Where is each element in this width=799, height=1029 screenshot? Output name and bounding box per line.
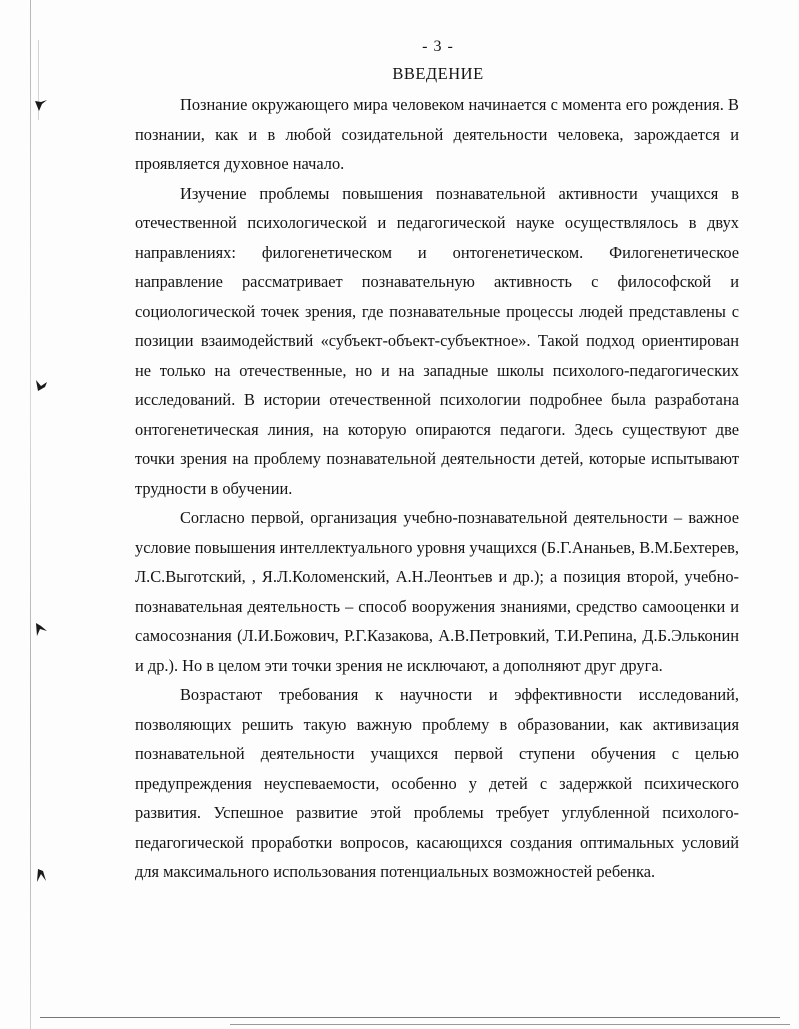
scan-bottom-line xyxy=(40,1017,780,1018)
binder-hole-mark-icon xyxy=(33,98,49,114)
binder-hole-mark-icon xyxy=(33,378,49,394)
paragraph: Изучение проблемы повышения познавательной активности учащихся в отечественной психологической и педагогической науке осуществлялось в двух направлениях: филогенетическом и онтогенетическом. Филогенетическое направление рассматривает познавательную активность с философской и социологической точек зрения, где познавательные процессы людей представлены с позиции взаимодействий «субъект-объект-субъектное». Такой подход ориентирован не только на отечественные, но и на западные школы психолого-педагогических исследований. В истории отечественной психологии подробнее была разработана онтогенетическая линия, на которую опираются педагоги. Здесь существуют две точки зрения на проблему познавательной деятельности детей, которые испытывают трудности в обучении. xyxy=(135,183,739,498)
scan-edge-line xyxy=(30,0,31,1029)
body-text xyxy=(135,90,739,887)
paragraph: Возрастают требования к научности и эффективности исследований, позволяющих решить такую важную проблему в образовании, как активизация познавательной деятельности учащихся первой ступени обучения с целью предупреждения неуспеваемости, особенно у детей с задержкой психического развития. Успешное развитие этой проблемы требует углубленной психолого-педагогической проработки вопросов, касающихся создания оптимальных условий для максимального использования потенциальных возможностей ребенка. xyxy=(135,685,739,881)
page-number: - 3 - xyxy=(422,38,454,55)
binder-hole-mark-icon xyxy=(33,622,49,638)
scan-bottom-line xyxy=(230,1024,790,1025)
binder-hole-mark-icon xyxy=(33,868,49,884)
paragraph: Согласно первой, организация учебно-познавательной деятельности – важное условие повышения интеллектуального уровня учащихся (Б.Г.Ананьев, В.М.Бехтерев, Л.С.Выготский, , Я.Л.Коломенский, А.Н.Леонтьев и др.); а позиция второй, учебно-познавательная деятельность – способ вооружения знаниями, средство самооценки и самосознания (Л.И.Божович, Р.Г.Казакова, А.В.Петровкий, Т.И.Репина, Д.Б.Эльконин и др.). Но в целом эти точки зрения не исключают, а дополняют друг друга. xyxy=(135,508,739,675)
page-title: ВВЕДЕНИЕ xyxy=(392,64,484,83)
paragraph: Познание окружающего мира человеком начинается с момента его рождения. В познании, как и в любой созидательной деятельности человека, зарождается и проявляется духовное начало. xyxy=(135,95,739,173)
